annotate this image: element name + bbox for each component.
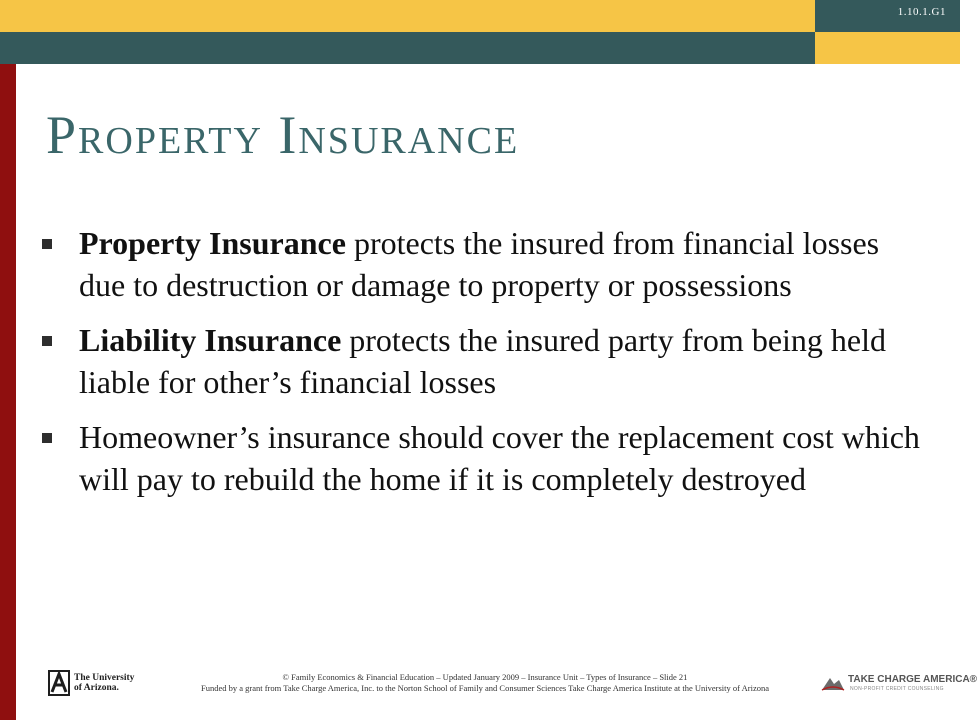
bullet-item	[42, 222, 932, 306]
header-teal-band	[0, 32, 815, 64]
footer-credits	[140, 672, 830, 694]
bullet-text: Homeowner’s insurance should cover the replacement cost which will pay to rebuild the home if it is completely destroyed	[79, 419, 920, 497]
square-bullet-icon	[42, 433, 52, 443]
footer-line-1: © Family Economics & Financial Education – Updated January 2009 – Insurance Unit – Types of Insurance – Slide 21	[282, 672, 688, 682]
arizona-a-icon	[48, 670, 70, 696]
university-of-arizona-logo	[48, 670, 144, 696]
header-corner-teal	[815, 0, 960, 32]
ua-logo-line2: of Arizona.	[74, 683, 119, 693]
bullet-term: Liability Insurance	[79, 322, 342, 358]
square-bullet-icon	[42, 336, 52, 346]
slide-code: 1.10.1.G1	[897, 6, 946, 18]
slide-title: Property Insurance	[46, 105, 520, 165]
tca-logo-name: TAKE CHARGE AMERICA®	[848, 674, 977, 685]
tca-swoosh-icon	[820, 674, 846, 692]
square-bullet-icon	[42, 239, 52, 249]
bullet-item	[42, 319, 932, 403]
take-charge-america-logo	[820, 672, 977, 696]
bullet-text: protects the insured from financial losses due to destruction or damage to property or possessions	[79, 225, 880, 303]
tca-logo-sub: NON-PROFIT CREDIT COUNSELING	[850, 686, 944, 692]
bullet-term: Property Insurance	[79, 225, 346, 261]
left-accent-bar	[0, 64, 16, 720]
footer-line-2: Funded by a grant from Take Charge America, Inc. to the Norton School of Family and Consumer Sciences Take Charge America Institute at the University of Arizona	[200, 683, 769, 693]
ua-logo-line1: The University	[74, 673, 135, 683]
bullet-item	[42, 416, 932, 500]
bullet-list	[42, 222, 932, 513]
bullet-text: protects the insured party from being held liable for other’s financial losses	[79, 322, 886, 400]
ua-logo-text	[74, 673, 134, 693]
header-corner-yellow	[815, 32, 960, 64]
